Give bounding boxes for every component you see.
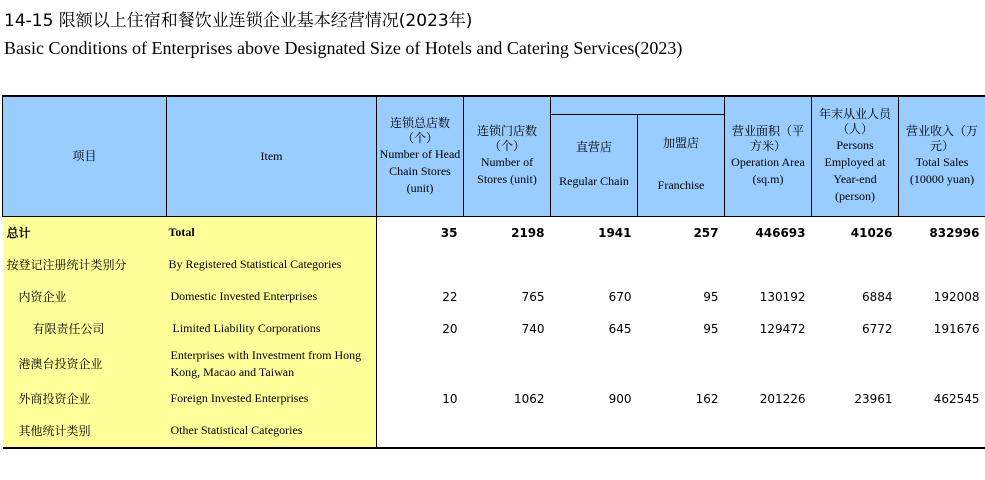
cell-regular <box>551 345 638 383</box>
cell-head-chain: 35 <box>377 216 464 249</box>
cell-sales: 832996 <box>899 216 985 249</box>
cell-sales: 192008 <box>933 289 980 304</box>
table-row <box>3 281 985 313</box>
cell-regular <box>551 249 638 281</box>
cell-franchise: 162 <box>695 391 719 406</box>
row-label-en: Enterprises with Investment from Hong Kong, Macao and Taiwan <box>167 345 377 383</box>
row-label-en: Domestic Invested Enterprises <box>167 281 377 313</box>
cell-sales: 191676 <box>933 321 980 336</box>
table-row <box>3 383 985 415</box>
row-label-cn: 港澳台投资企业 <box>3 345 167 383</box>
header-regular: 直营店 Regular Chain <box>551 114 638 216</box>
cell-sales: 462545 <box>933 391 980 406</box>
table-row <box>3 249 985 281</box>
header-area: 营业面积（平方米） Operation Area (sq.m) <box>725 96 812 216</box>
header-item-cn: 项目 <box>3 96 167 216</box>
row-label-cn: 内资企业 <box>3 281 167 313</box>
cell-stores <box>464 249 551 281</box>
cell-head-chain: 20 <box>442 321 458 336</box>
cell-area: 446693 <box>725 216 812 249</box>
cell-persons: 6772 <box>861 321 893 336</box>
cell-stores: 740 <box>521 321 545 336</box>
table-row <box>3 313 985 345</box>
table-title-cn: 14-15 限额以上住宿和餐饮业连锁企业基本经营情况(2023年) <box>4 11 473 31</box>
cell-area: 129472 <box>759 321 806 336</box>
cell-regular: 645 <box>608 321 632 336</box>
row-label-cn: 按登记注册统计类别分 <box>3 249 167 281</box>
cell-franchise: 257 <box>638 216 725 249</box>
header-stores-breakdown <box>551 96 725 114</box>
cell-franchise <box>638 345 725 383</box>
cell-area <box>725 415 812 448</box>
header-franchise: 加盟店 Franchise <box>638 114 725 216</box>
cell-stores <box>464 415 551 448</box>
row-label-cn: 有限责任公司 <box>3 313 167 345</box>
cell-head-chain: 10 <box>442 391 458 406</box>
row-label-en: By Registered Statistical Categories <box>167 249 377 281</box>
cell-stores: 2198 <box>464 216 551 249</box>
header-sales: 营业收入（万元） Total Sales (10000 yuan) <box>899 96 985 216</box>
cell-persons: 41026 <box>812 216 899 249</box>
table-row <box>3 345 985 383</box>
row-label-cn: 总计 <box>3 216 167 249</box>
table-title-en: Basic Conditions of Enterprises above Designated Size of Hotels and Catering Services(2023) <box>4 38 683 58</box>
row-label-en: Foreign Invested Enterprises <box>167 383 377 415</box>
cell-persons: 23961 <box>854 391 893 406</box>
cell-regular: 900 <box>608 391 632 406</box>
cell-area <box>725 345 812 383</box>
header-stores: 连锁门店数（个） Number of Stores (unit) <box>464 96 551 216</box>
cell-head-chain <box>377 415 464 448</box>
table-row <box>3 415 985 448</box>
cell-stores <box>464 345 551 383</box>
cell-stores: 1062 <box>513 391 545 406</box>
cell-sales <box>899 415 985 448</box>
cell-persons <box>812 345 899 383</box>
cell-persons <box>812 415 899 448</box>
cell-head-chain <box>377 345 464 383</box>
row-label-en: Other Statistical Categories <box>167 415 377 448</box>
cell-persons <box>812 249 899 281</box>
cell-franchise: 95 <box>703 289 719 304</box>
cell-regular: 670 <box>608 289 632 304</box>
row-label-cn: 外商投资企业 <box>3 383 167 415</box>
cell-sales <box>899 249 985 281</box>
header-item-en: Item <box>167 96 377 216</box>
cell-area <box>725 249 812 281</box>
cell-persons: 6884 <box>861 289 893 304</box>
cell-regular <box>551 415 638 448</box>
header-persons: 年末从业人员（人） Persons Employed at Year-end (person) <box>812 96 899 216</box>
cell-franchise: 95 <box>703 321 719 336</box>
row-label-en: Limited Liability Corporations <box>167 313 377 345</box>
cell-sales <box>899 345 985 383</box>
row-label-en: Total <box>167 216 377 249</box>
cell-head-chain: 22 <box>442 289 458 304</box>
data-table <box>2 95 985 449</box>
table-row <box>3 216 985 249</box>
cell-area: 201226 <box>759 391 806 406</box>
cell-area: 130192 <box>759 289 806 304</box>
cell-stores: 765 <box>521 289 545 304</box>
cell-head-chain <box>377 249 464 281</box>
cell-franchise <box>638 415 725 448</box>
header-head-chain: 连锁总店数（个） Number of Head Chain Stores (unit) <box>377 96 464 216</box>
cell-franchise <box>638 249 725 281</box>
row-label-cn: 其他统计类别 <box>3 415 167 448</box>
cell-regular: 1941 <box>551 216 638 249</box>
